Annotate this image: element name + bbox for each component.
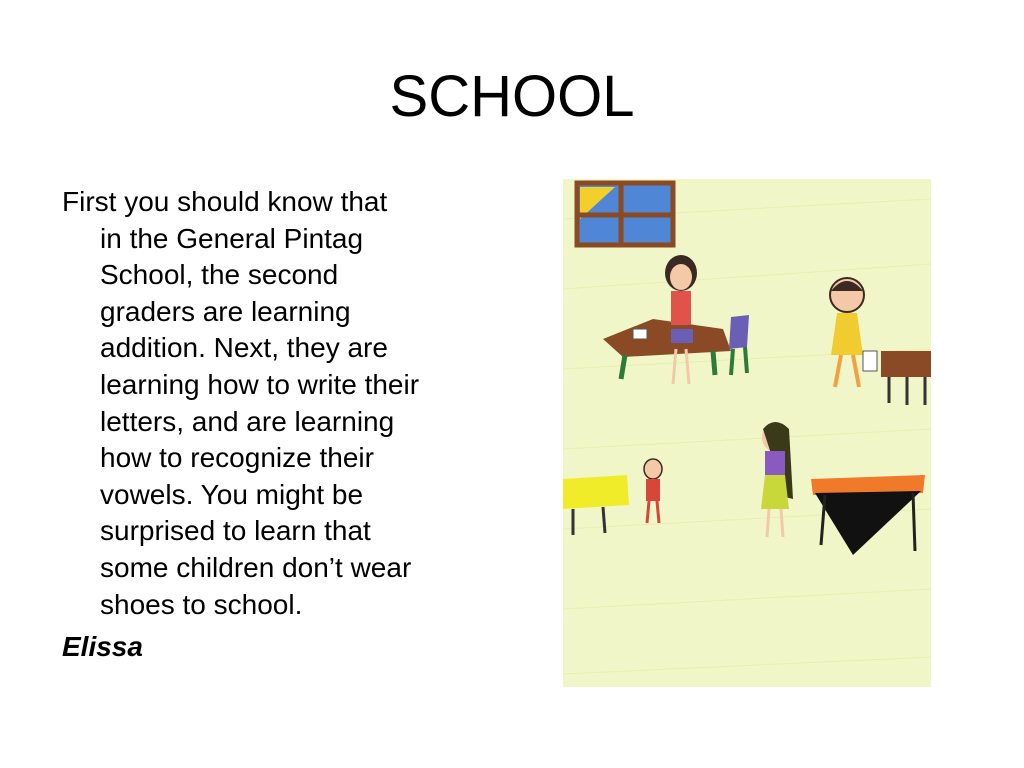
paragraph-line: learning how to write their (100, 368, 420, 400)
author-name: Elissa (62, 631, 143, 663)
paragraph-line: vowels. You might be (100, 478, 364, 510)
paragraph-line: how to recognize their (100, 442, 374, 474)
paragraph-line: addition. Next, they are (100, 332, 388, 364)
paragraph-line: School, the second (100, 259, 339, 291)
brown-desk-right (881, 351, 931, 405)
classroom-drawing (563, 179, 931, 687)
paragraph-line: letters, and are learning (100, 405, 395, 437)
slide-title: SCHOOL (389, 64, 635, 129)
paragraph-line: some children don’t wear (100, 551, 412, 583)
window (577, 183, 673, 245)
paragraph-line: shoes to school. (100, 588, 303, 620)
drawing-background (563, 179, 931, 687)
paragraph-line: First you should know that (62, 186, 388, 217)
paragraph-line: graders are learning (100, 295, 351, 327)
paragraph-line: in the General Pintag (100, 222, 364, 254)
paragraph (62, 184, 502, 623)
paragraph-line: surprised to learn that (100, 515, 371, 547)
body-text (62, 184, 502, 665)
